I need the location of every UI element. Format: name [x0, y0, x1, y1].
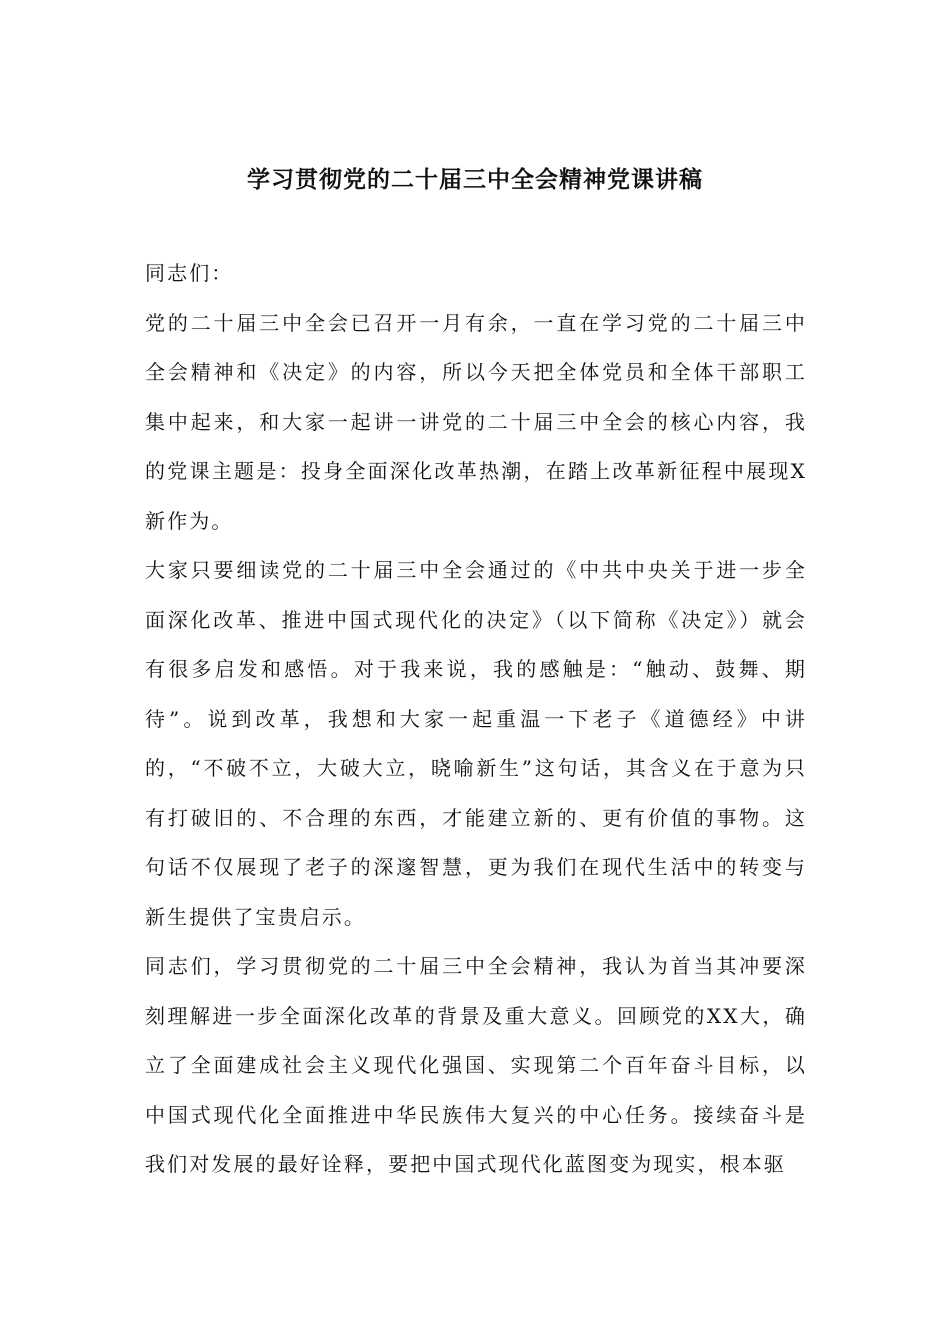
paragraph-1: 党的二十届三中全会已召开一月有余，一直在学习党的二十届三中全会精神和《决定》的内容，所以今天把全体党员和全体干部职工集中起来，和大家一起讲一讲党的二十届三中全会的核心内容，我的党课主题是：投身全面深化改革热潮，在踏上改革新征程中展现X新作为。 [145, 310, 807, 533]
paragraph-2: 大家只要细读党的二十届三中全会通过的《中共中央关于进一步全面深化改革、推进中国式现代化的决定》（以下简称《决定》）就会有很多启发和感悟。对于我来说，我的感触是：“触动、鼓舞、期待”。说到改革，我想和大家一起重温一下老子《道德经》中讲的，“不破不立，大破大立，晓喻新生”这句话，其含义在于意为只有打破旧的、不合理的东西，才能建立新的、更有价值的事物。这句话不仅展现了老子的深邃智慧，更为我们在现代生活中的转变与新生提供了宝贵启示。 [145, 558, 807, 929]
paragraph-3: 同志们，学习贯彻党的二十届三中全会精神，我认为首当其冲要深刻理解进一步全面深化改革的背景及重大意义。回顾党的XX大，确立了全面建成社会主义现代化强国、实现第二个百年奋斗目标，以中国式现代化全面推进中华民族伟大复兴的中心任务。接续奋斗是我们对发展的最好诠释，要把中国式现代化蓝图变为现实，根本驱 [145, 954, 807, 1176]
document-body [145, 249, 807, 1190]
salutation: 同志们： [145, 261, 234, 285]
document-title: 学习贯彻党的二十届三中全会精神党课讲稿 [247, 166, 703, 193]
